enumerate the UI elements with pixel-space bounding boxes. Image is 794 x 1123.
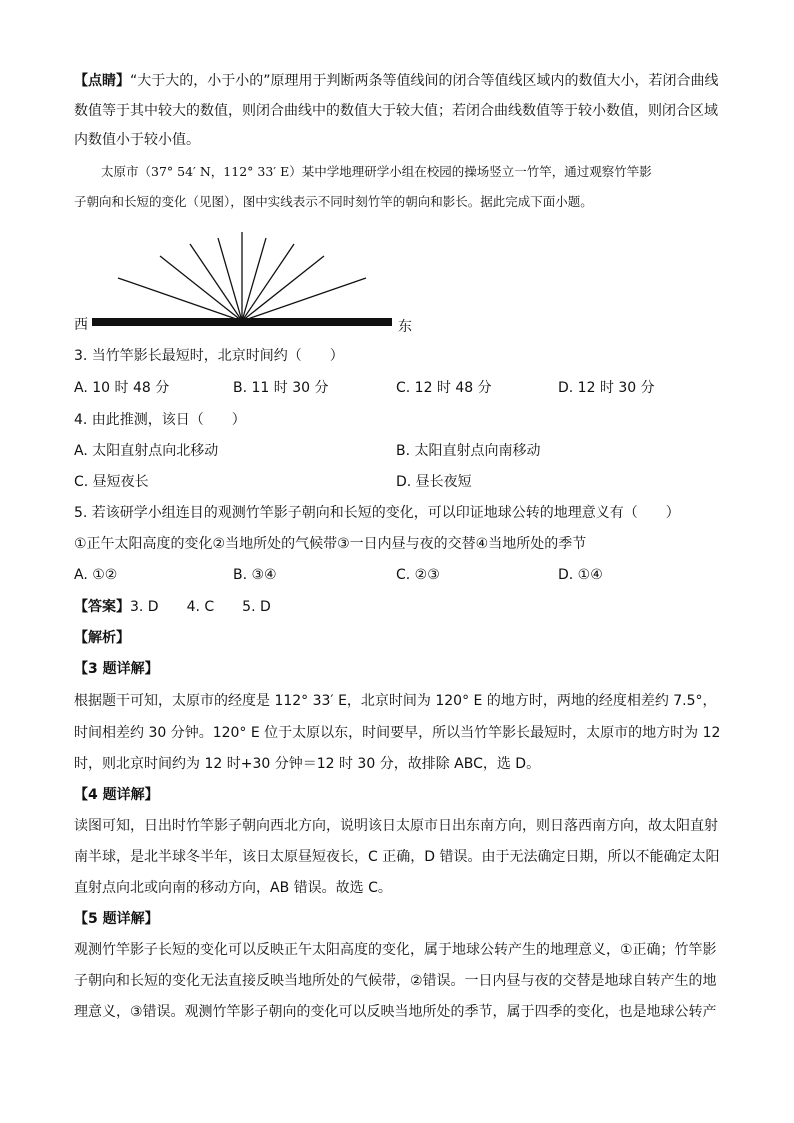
- q3-option-c[interactable]: C. 12 时 48 分: [396, 380, 492, 396]
- d5-line-2: 子朝向和长短的变化无法直接反映当地所处的气候带，②错误。一日内昼与夜的交替是地球自转产生的地: [74, 973, 717, 989]
- q3-option-a[interactable]: A. 10 时 48 分: [74, 380, 170, 396]
- q5-option-c[interactable]: C. ②③: [396, 567, 440, 583]
- q5-option-d[interactable]: D. ①④: [558, 567, 603, 583]
- dianjing-line-1: 【点睛】“大于大的，小于小的”原理用于判断两条等值线间的闭合等值线区域内的数值大小，若闭合曲线: [74, 73, 719, 89]
- d4-line-3: 直射点向北或向南的移动方向，AB 错误。故选 C。: [74, 880, 392, 896]
- d5-title: 【5 题详解】: [74, 911, 159, 927]
- ground-bar: [92, 318, 392, 326]
- jiexi-heading: 【解析】: [74, 630, 130, 646]
- shadow-line-7: [242, 244, 294, 321]
- d3-title: 【3 题详解】: [74, 661, 159, 677]
- shadow-line-9: [242, 278, 366, 321]
- q3-text: 3. 当竹竿影长最短时，北京时间约（ ）: [74, 348, 344, 364]
- dianjing-line-3: 内数值小于较小值。: [74, 132, 200, 148]
- q5-option-a[interactable]: A. ①②: [74, 567, 118, 583]
- shadow-line-1: [118, 278, 242, 321]
- answer-text: 3. D 4. C 5. D: [130, 599, 271, 615]
- d4-title: 【4 题详解】: [74, 787, 159, 803]
- stem-line-2: 子朝向和长短的变化（见图），图中实线表示不同时刻竹竿的朝向和影长。据此完成下面小题。: [74, 194, 593, 209]
- shadow-diagram: [70, 228, 420, 338]
- stem-line-1: 太原市（37° 54′ N，112° 33′ E）某中学地理研学小组在校园的操场竖立一竹竿，通过观察竹竿影: [101, 164, 652, 179]
- q3-option-d[interactable]: D. 12 时 30 分: [558, 380, 655, 396]
- q4-text: 4. 由此推测，该日（ ）: [74, 412, 246, 428]
- shadow-line-6: [242, 238, 266, 321]
- d5-line-1: 观测竹竿影子长短的变化可以反映正午太阳高度的变化，属于地球公转产生的地理意义，①正确；竹竿影: [74, 942, 717, 958]
- east-label: 东: [398, 319, 412, 335]
- d5-line-3: 理意义，③错误。观测竹竿影子朝向的变化可以反映当地所处的季节，属于四季的变化，也是地球公转产: [74, 1004, 717, 1020]
- d4-line-1: 读图可知，日出时竹竿影子朝向西北方向，说明该日太原市日出东南方向，则日落西南方向，故太阳直射: [74, 818, 718, 834]
- shadow-line-2: [160, 256, 242, 321]
- q4-option-a[interactable]: A. 太阳直射点向北移动: [74, 443, 219, 459]
- west-label: 西: [74, 317, 88, 333]
- d3-line-2: 时间相差约 30 分钟。120° E 位于太原以东，时间要早，所以当竹竿影长最短时，太原市的地方时为 12: [74, 725, 721, 741]
- dianjing-tag: 【点睛】: [74, 73, 130, 89]
- q3-option-b[interactable]: B. 11 时 30 分: [233, 380, 329, 396]
- q5-option-b[interactable]: B. ③④: [233, 567, 277, 583]
- answer-tag: 【答案】: [74, 599, 130, 615]
- d3-line-1: 根据题干可知，太原市的经度是 112° 33′ E，北京时间为 120° E 的地方时，两地的经度相差约 7.5°，: [74, 693, 717, 709]
- d4-line-2: 南半球，是北半球冬半年，该日太原昼短夜长，C 正确，D 错误。由于无法确定日期，所以不能确定太阳: [74, 849, 720, 865]
- shadow-line-3: [190, 244, 242, 321]
- q4-option-d[interactable]: D. 昼长夜短: [396, 474, 472, 490]
- shadow-line-4: [218, 238, 242, 321]
- dianjing-line-2: 数值等于其中较大的数值，则闭合曲线中的数值大于较大值；若闭合曲线数值等于较小数值，则闭合区域: [74, 103, 718, 119]
- q5-items: ①正午太阳高度的变化②当地所处的气候带③一日内昼与夜的交替④当地所处的季节: [74, 536, 587, 552]
- shadow-diagram-svg: [70, 228, 420, 338]
- q4-option-c[interactable]: C. 昼短夜长: [74, 474, 149, 490]
- q4-option-b[interactable]: B. 太阳直射点向南移动: [396, 443, 541, 459]
- q5-text: 5. 若该研学小组连目的观测竹竿影子朝向和长短的变化，可以印证地球公转的地理意义有（ ）: [74, 505, 680, 521]
- shadow-lines: [118, 232, 366, 321]
- shadow-line-8: [242, 256, 324, 321]
- answer-line: [74, 597, 271, 617]
- d3-line-3: 时，则北京时间约为 12 时+30 分钟＝12 时 30 分，故排除 ABC，选 D。: [74, 756, 541, 772]
